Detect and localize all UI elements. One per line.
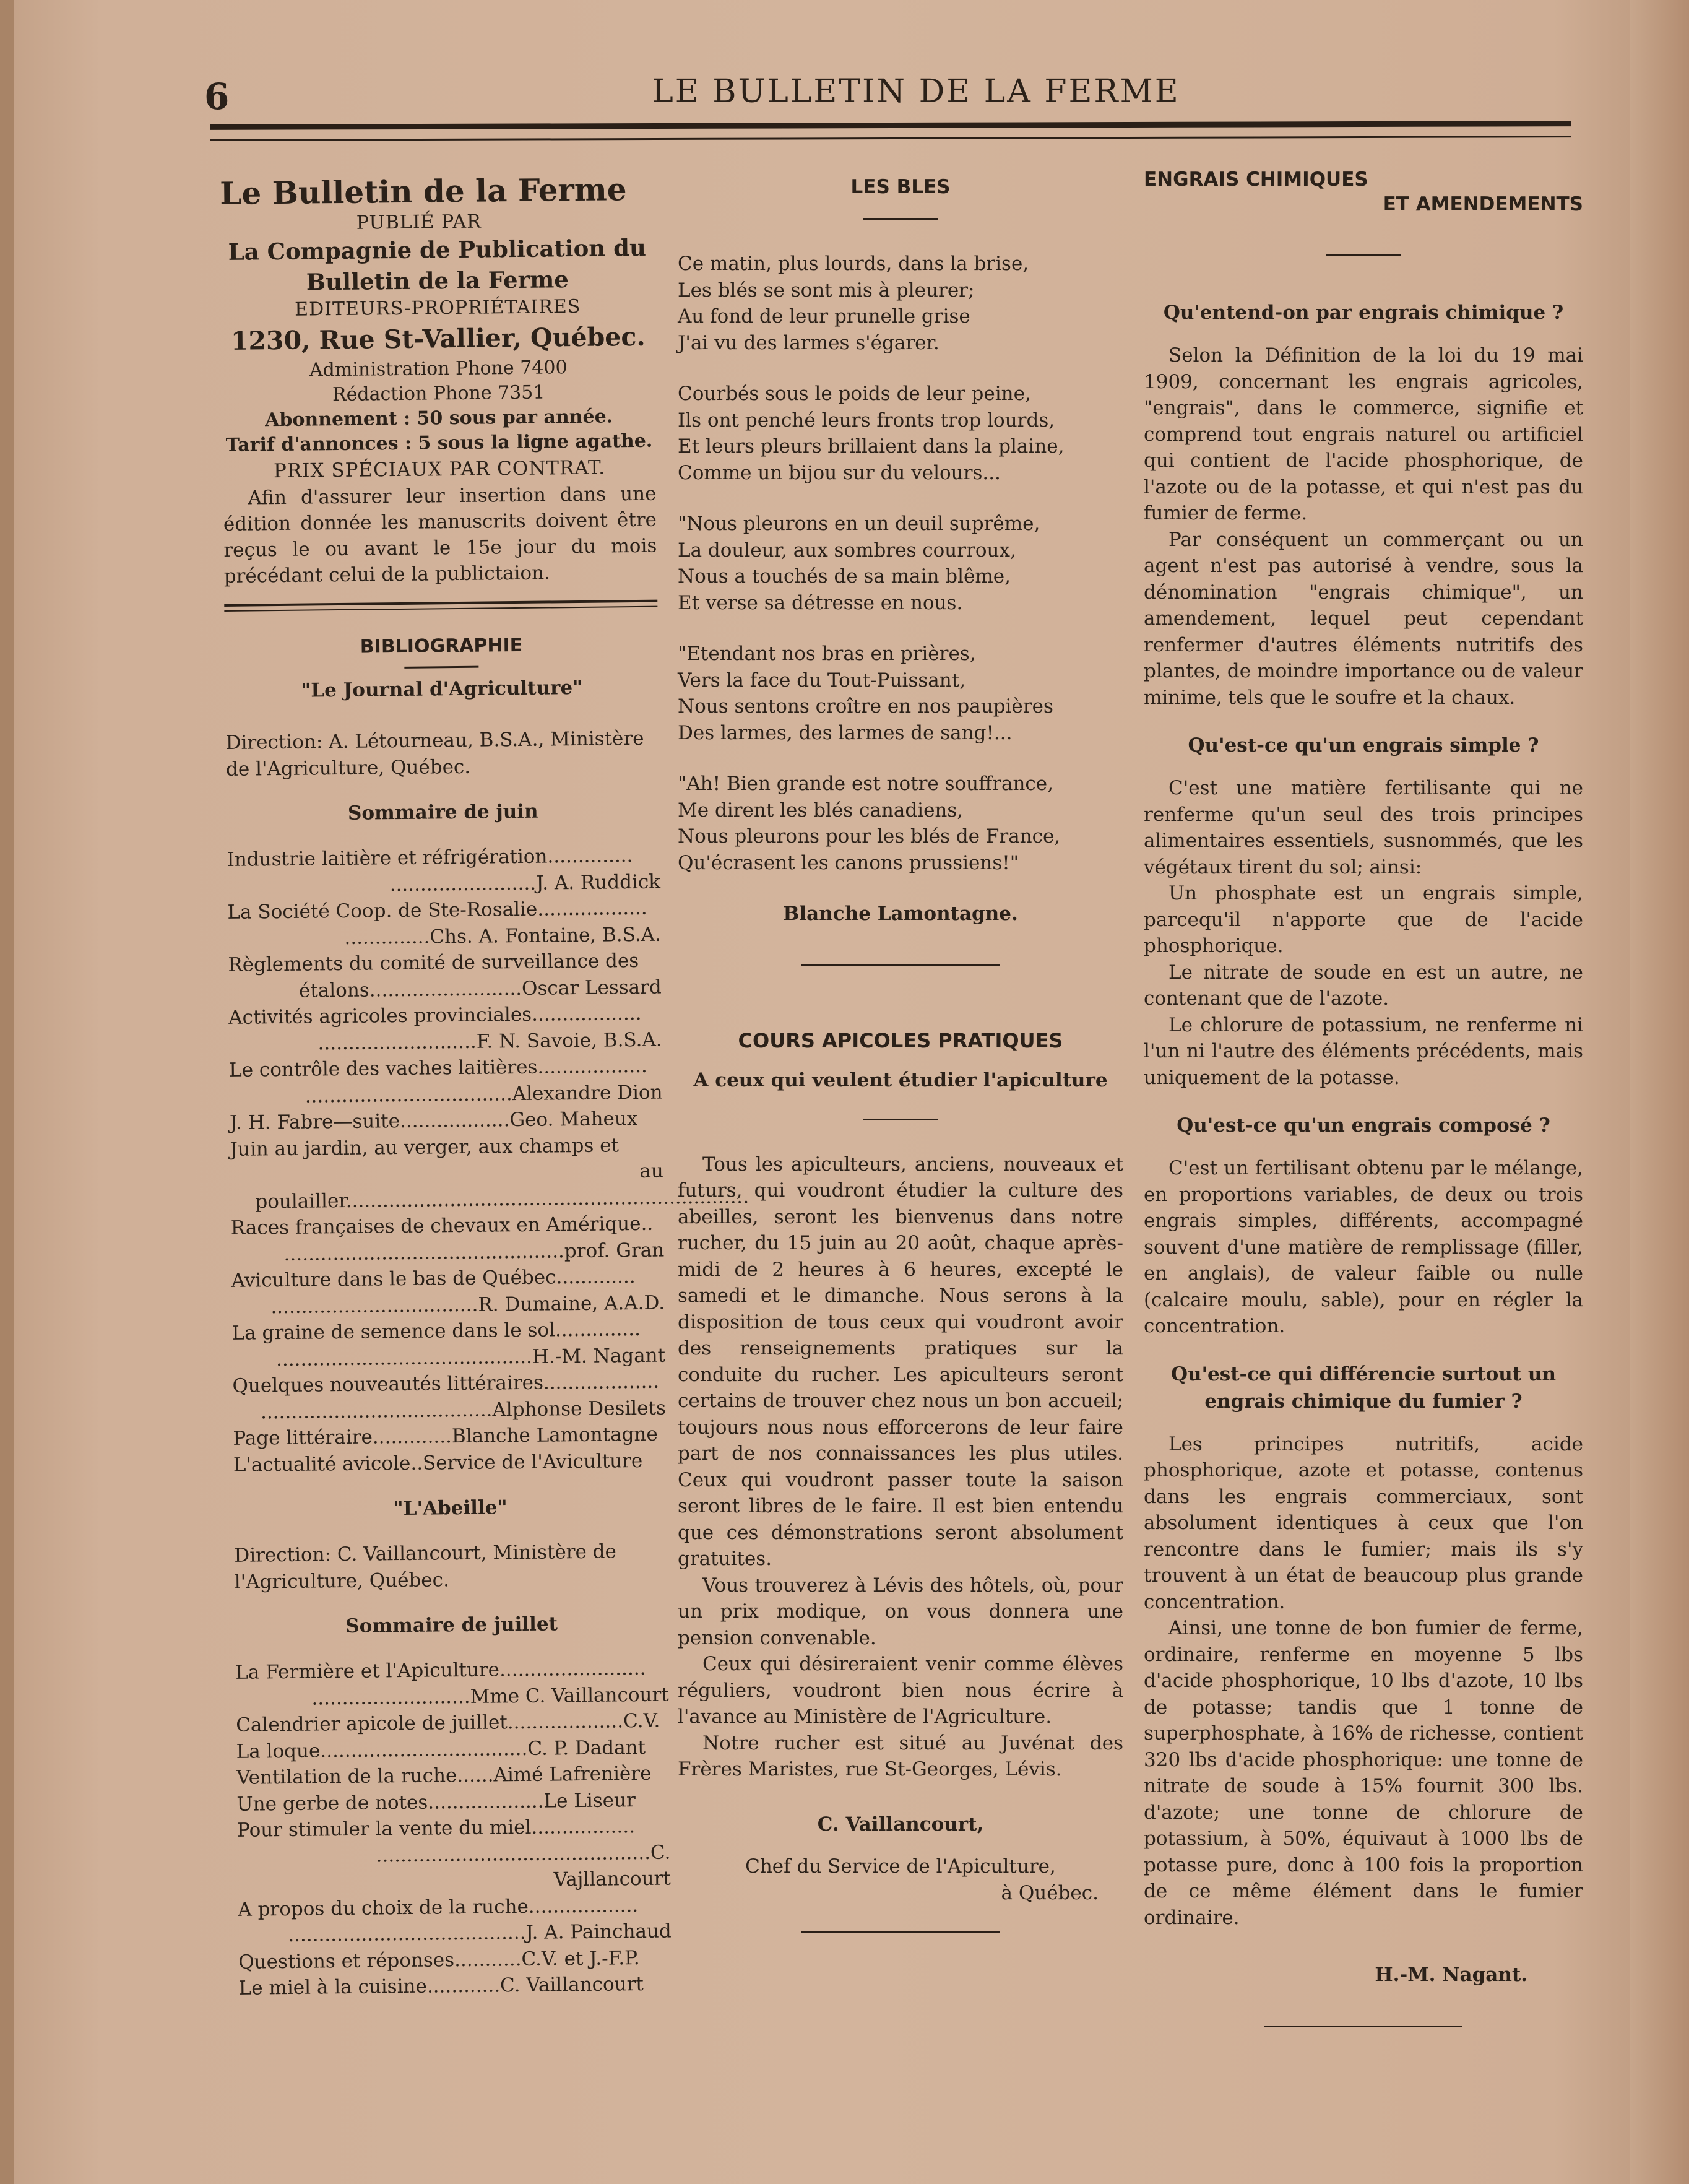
contents-entry-author: ..........................Mme C. Vaillancourt [311,1683,669,1710]
contents-entry-title: Industrie laitière et réfrigération.............. [227,844,633,871]
masthead [220,170,657,589]
poem-body [678,251,1123,876]
poem-stanza [678,381,1123,486]
contents-entry-author: .............................................C. Vajllancourt [376,1841,672,1891]
contents-entry-title: Races françaises de chevaux en Amérique.. [230,1212,654,1239]
column-middle [678,175,1123,1933]
poem-line: Au fond de leur prunelle grise [678,305,970,327]
paragraph: Selon la Définition de la loi du 19 mai 1909, concernant les engrais agricoles, "engrais", dans le commerce, signifie et comprend tout engrais naturel ou artificiel qui contient de l'acide phosphorique, de l'azote ou de la potasse, et qui n'est pas du fumier de ferme. [1144,344,1583,524]
contents-entry-title: Page littéraire.............Blanche Lamontagne [233,1423,658,1450]
poem-line: Me dirent les blés canadiens, [678,799,964,821]
masthead-company-2: Bulletin de la Ferme [306,266,569,296]
contents-entry [231,1316,665,1373]
answer-2 [1144,775,1583,1091]
contents-entry-author: ..................................Alexandre Dion [305,1081,663,1107]
cours-subtitle: A ceux qui veulent étudier l'apiculture [693,1068,1108,1091]
journal1-direction: Direction: A. Létourneau, B.S.A., Ministère de l'Agriculture, Québec. [225,727,644,781]
masthead-ad-rate: Tarif d'annonces : 5 sous la ligne agathe. [225,430,653,456]
contents-entry [230,1132,749,1215]
contents-entry [227,843,660,899]
question-1: Qu'entend-on par engrais chimique ? [1163,301,1564,324]
masthead-title: Le Bulletin de la Ferme [220,171,627,212]
contents-entry [228,948,662,1005]
contents-entry [236,1734,669,1765]
contents-entry-author: .......................................J. A. Painchaud [288,1920,672,1947]
contents-entry [236,1787,670,1818]
contents-entry-author: étalons.........................Oscar Lessard [298,976,662,1002]
answer-3 [1144,1155,1583,1340]
question-4: Qu'est-ce qui différencie surtout un engrais chimique du fumier ? [1171,1363,1556,1413]
contents-entry [231,1211,665,1268]
journal1-contents [227,843,749,1478]
paragraph: Notre rucher est situé au Juvénat des Frères Maristes, rue St-Georges, Lévis. [678,1731,1123,1780]
contents-entry-author: ..........................F. N. Savoie, B.S.A. [317,1028,662,1054]
page-number: 6 [204,76,230,118]
masthead-phone-redaction: Rédaction Phone 7351 [332,381,545,406]
contents-entry [235,1655,669,1712]
contents-entry-title: La Fermière et l'Apiculture........................ [235,1657,646,1684]
paragraph: Par conséquent un commerçant ou un agent n'est pas autorisé à vendre, sous la dénomination "engrais chimique", un amendement, lequel peut cependant renfermer d'autres éléments nutritifs des plantes, de moindre importance ou de valeur minime, tels que le soufre et la chaux. [1144,528,1583,709]
poem-line: J'ai vu des larmes s'égarer. [678,331,940,354]
contents-entry [232,1369,666,1426]
paragraph: Le nitrate de soude en est un autre, ne contenant que de l'azote. [1144,961,1583,1010]
poem-line: Nous pleurons pour les blés de France, [678,825,1061,847]
engrais-author: H.-M. Nagant. [1375,1964,1527,1986]
answer-1 [1144,342,1583,711]
contents-entry-title: Questions et réponses...........C.V. et J.-F.P. [238,1946,640,1974]
poem-stanza [678,641,1123,746]
masthead-company-1: La Compagnie de Publication du [228,233,647,266]
masthead-published-by: PUBLIÉ PAR [356,210,482,234]
journal2-direction: Direction: C. Vaillancourt, Ministère de l'Agriculture, Québec. [234,1540,617,1593]
short-rule [1326,254,1401,256]
paragraph: Les principes nutritifs, acide phosphorique, azote et potasse, contenus dans les engrais commerciaux, sont absolument identiques à ceux que l'on rencontre dans le fumier; mais ils s'y trouvent à un état de beaucoup plus grande concentration. [1144,1432,1583,1613]
poem-line: Nous a touchés de sa main blême, [678,565,1011,587]
contents-entry-title: La loque..................................C. P. Dadant [236,1736,646,1763]
masthead-subscription: Abonnement : 50 sous par année. [264,405,613,431]
poem-line: Ce matin, plus lourds, dans la brise, [678,253,1029,275]
contents-entry-title: Aviculture dans le bas de Québec............. [231,1265,636,1292]
column-left [220,170,749,2002]
contents-entry [237,1813,671,1897]
question-3: Qu'est-ce qu'un engrais composé ? [1177,1114,1550,1137]
poem-stanza [678,251,1123,356]
contents-entry [233,1447,667,1478]
contents-entry-title: La graine de semence dans le sol.............. [231,1317,641,1345]
poem-author: Blanche Lamontagne. [783,903,1018,925]
masthead-editors: EDITEURS-PROPRIÉTAIRES [295,295,581,321]
engrais-title-2: ET AMENDEMENTS [1383,193,1583,215]
poem-stanza [678,511,1123,616]
running-title: LE BULLETIN DE LA FERME [652,73,1180,110]
poem-line: Qu'écrasent les canons prussiens!" [678,851,1019,874]
contents-entry-title: L'actualité avicole..Service de l'Aviculture [233,1449,643,1476]
journal1-sommaire: Sommaire de juin [347,800,538,825]
masthead-special-prices: PRIX SPÉCIAUX PAR CONTRAT. [273,456,606,483]
contents-entry-title: Juin au jardin, au verger, aux champs et [230,1133,620,1161]
contents-entry-title: La Société Coop. de Ste-Rosalie.................. [227,896,647,924]
cours-body [678,1151,1123,1783]
poem-line: Comme un bijou sur du velours... [678,461,1001,484]
contents-entry [228,1000,662,1057]
contents-entry-author: ......................................Alphonse Desilets [260,1397,667,1423]
cours-signature-title-1: Chef du Service de l'Apiculture, [745,1855,1056,1878]
section-rule [801,1931,1000,1933]
contents-entry [236,1708,669,1739]
cours-signature: C. Vaillancourt, [817,1813,984,1835]
contents-entry-author: au poulailler...............................................................… [255,1159,749,1213]
poem-title: LES BLES [850,176,951,198]
journal1-title: "Le Journal d'Agriculture" [300,676,583,702]
paragraph: Tous les apiculteurs, anciens, nouveaux et futurs, qui voudront étudier la culture des abeilles, seront les bienvenus dans notre rucher, du 15 juin au 20 août, chaque après-midi de 2 heures à 6 heures, excepté le samedi et le dimanche. Nous serons à la disposition de tous ceux qui voudront avoir des renseignements pratiques sur la conduite du rucher. Les apiculteurs seront certains de trouver chez nous un bon accueil; toujours nous nous efforcerons de leur faire part de nos connaissances les plus utiles. Ceux qui voudront passer toute la saison seront libres de le faire. Il est bien entendu que ces démonstrations seront absolument gratuites. [678,1153,1123,1570]
contents-entry-title: Quelques nouveautés littéraires................... [232,1370,660,1397]
poem-line: Et leurs pleurs brillaient dans la plaine, [678,435,1065,457]
contents-entry-title: Calendrier apicole de juillet...................C.V. [236,1709,660,1736]
contents-entry-author: ..........................................H.-M. Nagant [275,1344,666,1371]
paragraph: Vous trouverez à Lévis des hôtels, où, pour un prix modique, on vous donnera une pension convenable. [678,1574,1123,1649]
contents-entry [238,1971,672,2002]
contents-entry-title: A propos du choix de la ruche.................. [238,1894,639,1921]
paragraph: Un phosphate est un engrais simple, parcequ'il n'apporte que de l'acide phosphorique. [1144,882,1583,957]
paragraph: Ainsi, une tonne de bon fumier de ferme, ordinaire, renferme en moyenne 5 lbs d'acide phosphorique, 10 lbs d'azote, 10 lbs de potasse; tandis que 1 tonne de superphosphate, à 16% de richesse, contient 320 lbs d'acide phosphorique: une tonne de nitrate de soude à 15% fournit 300 lbs. d'azote; une tonne de chlorure de potassium, à 50%, équivaut à 1000 lbs de potasse pure, donc à 100 fois la proportion de ce même élément dans le fumier ordinaire. [1144,1617,1583,1929]
engrais-title-1: ENGRAIS CHIMIQUES [1144,168,1368,191]
contents-entry-title: Le miel à la cuisine............C. Vaillancourt [238,1972,644,2000]
contents-entry-title: Activités agricoles provinciales.................. [228,1002,642,1029]
page-left-edge [0,0,14,2184]
contents-entry [233,1421,666,1452]
paragraph: Le chlorure de potassium, ne renferme ni l'un ni l'autre des éléments précédents, mais uniquement de la potasse. [1144,1013,1583,1089]
poem-line: Nous sentons croître en nos paupières [678,695,1053,717]
poem-line: "Nous pleurons en un deuil suprême, [678,513,1040,535]
contents-entry-title: Le contrôle des vaches laitières.................. [228,1054,648,1081]
contents-entry [227,895,661,952]
contents-entry [238,1944,672,1975]
contents-entry-title: Une gerbe de notes...................Le Liseur [236,1788,636,1816]
contents-entry [236,1761,670,1792]
bibliographie-heading: BIBLIOGRAPHIE [360,634,523,658]
masthead-note: Afin d'assurer leur insertion dans une édition donnée les manuscrits doivent être reçus le ou avant le 15e jour du mois précédant celui de la publictaion. [223,482,657,587]
contents-entry-title: J. H. Fabre—suite..................Geo. Maheux [229,1107,638,1134]
short-rule [863,1119,938,1120]
masthead-phone-admin: Administration Phone 7400 [309,357,568,381]
poem-line: "Ah! Bien grande est notre souffrance, [678,773,1053,795]
contents-entry [238,1892,672,1949]
contents-entry-author: ..............Chs. A. Fontaine, B.S.A. [344,923,662,949]
question-2: Qu'est-ce qu'un engrais simple ? [1188,734,1539,756]
header-rule-thick [210,121,1571,130]
section-rule [1264,2026,1462,2027]
journal2-sommaire: Sommaire de juillet [345,1613,558,1637]
poem-line: Des larmes, des larmes de sang!... [678,721,1013,744]
poem-line: La douleur, aux sombres courroux, [678,539,1016,561]
contents-entry [230,1106,663,1137]
paragraph: C'est une matière fertilisante qui ne renferme qu'un seul des trois principes alimentaires essentiels, susnommés, que les végétaux tirent du sol; ainsi: [1144,777,1583,878]
contents-entry [229,1053,663,1110]
page-right-edge [1630,0,1689,2184]
poem-line: Courbés sous le poids de leur peine, [678,383,1031,405]
contents-entry-author: ..................................R. Dumaine, A.A.D. [270,1291,665,1318]
contents-entry-title: Pour stimuler la vente du miel................. [236,1815,636,1842]
paragraph: Ceux qui désireraient venir comme élèves réguliers, voudront bien nous écrire à l'avance au Ministère de l'Agriculture. [678,1653,1123,1728]
poem-stanza [678,771,1123,876]
poem-line: Et verse sa détresse en nous. [678,591,963,614]
section-rule [801,964,1000,966]
journal2-title: "L'Abeille" [393,1496,508,1520]
poem-line: "Etendant nos bras en prières, [678,643,976,665]
contents-entry-author: ........................J. A. Ruddick [389,870,661,896]
masthead-address: 1230, Rue St-Vallier, Québec. [230,321,646,356]
cours-title: COURS APICOLES PRATIQUES [738,1028,1063,1052]
poem-line: Les blés se sont mis à pleurer; [678,279,975,301]
contents-entry-title: Règlements du comité de surveillance des [228,949,639,976]
poem-line: Ils ont penché leurs fronts trop lourds, [678,409,1055,431]
contents-entry [231,1263,665,1320]
poem-line: Vers la face du Tout-Puissant, [678,669,966,691]
journal2-contents [235,1655,672,2002]
short-rule [404,666,478,669]
paragraph: C'est un fertilisant obtenu par le mélange, en proportions variables, de deux ou trois engrais simples, différents, accompagné souvent d'une matière de remplissage (filler, en anglais), de valeur faible ou nulle (calcaire moulu, sable), pour en régler la concentration. [1144,1157,1583,1337]
contents-entry-title: Ventilation de la ruche......Aimé Lafrenière [236,1762,652,1789]
contents-entry-author: ..............................................prof. Gran [283,1239,665,1265]
header-rule-thin [210,136,1571,141]
short-rule [863,218,938,220]
answer-4 [1144,1431,1583,1931]
cours-signature-title-2: à Québec. [1001,1881,1099,1904]
column-right [1144,167,1583,2027]
